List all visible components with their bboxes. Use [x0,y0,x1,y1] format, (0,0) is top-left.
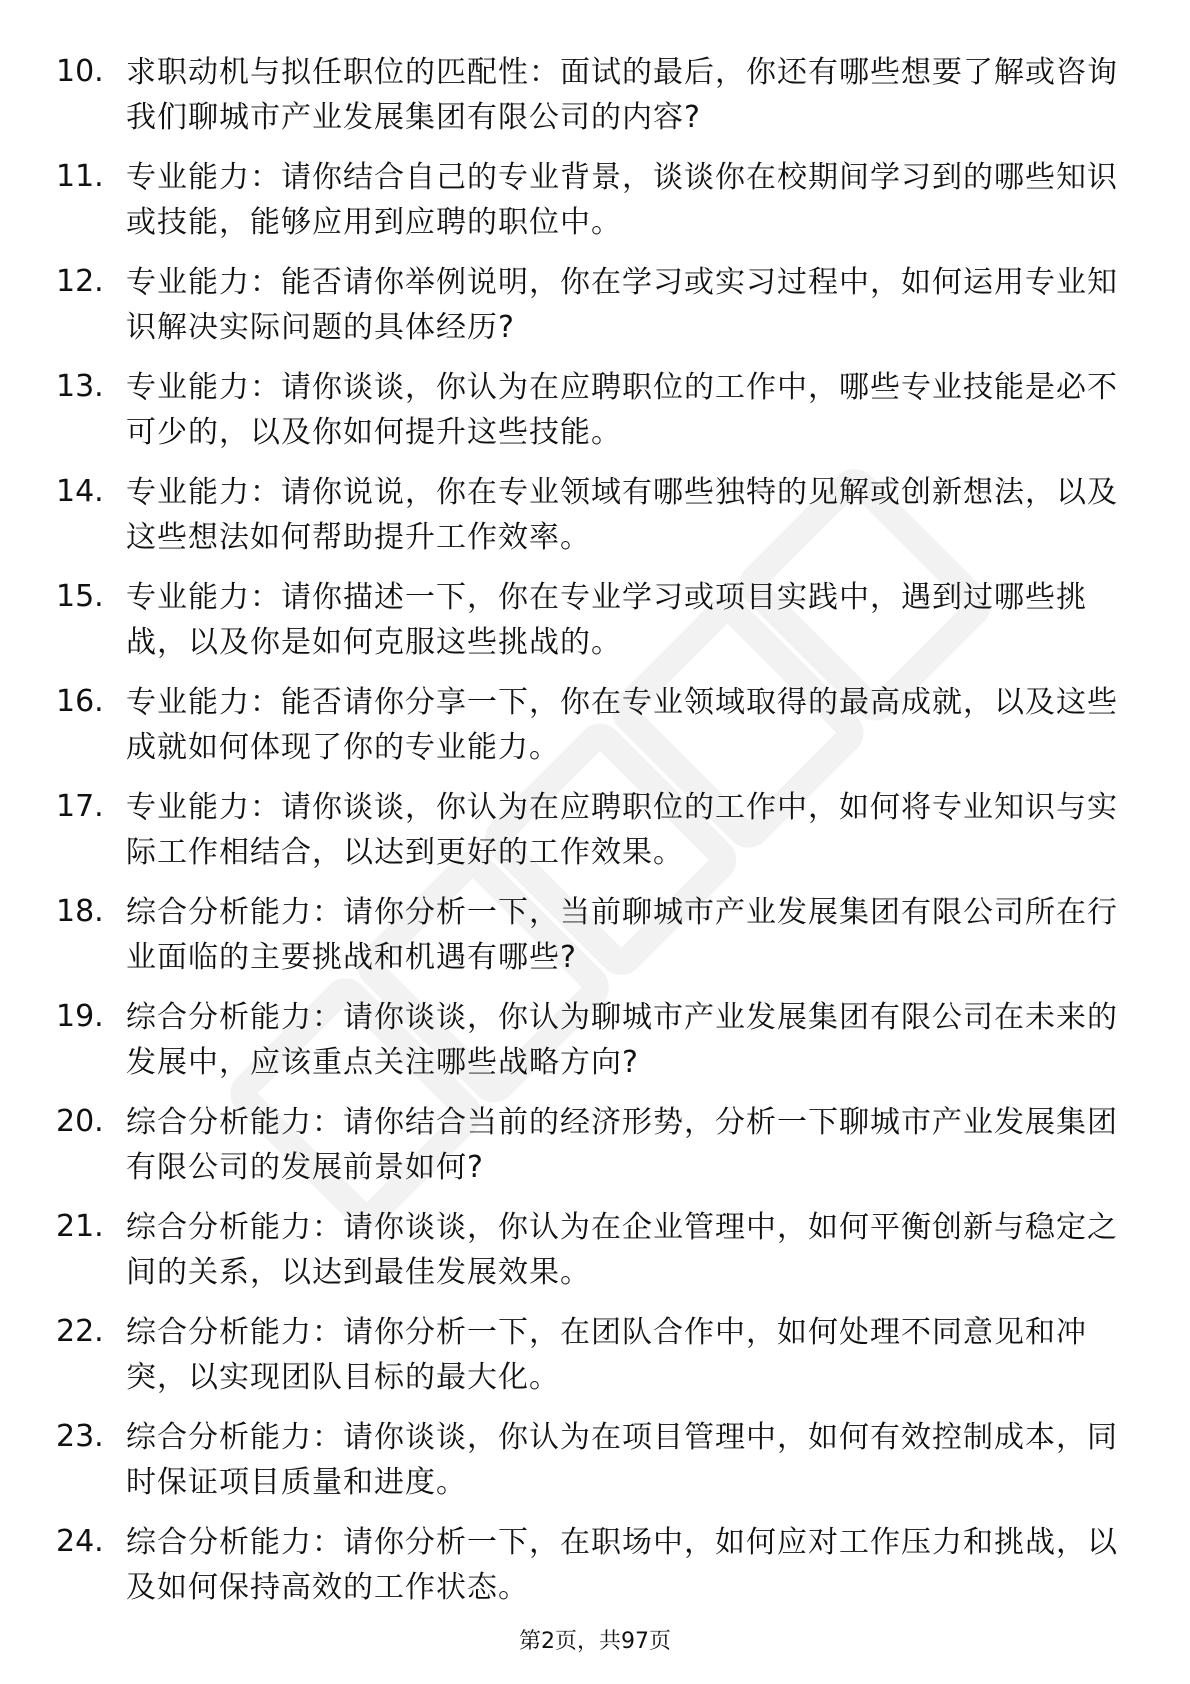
item-text: 综合分析能力：请你结合当前的经济形势，分析一下聊城市产业发展集团有限公司的发展前景如何? [126,1105,1118,1185]
item-text: 专业能力：请你描述一下，你在专业学习或项目实践中，遇到过哪些挑战，以及你是如何克服这些挑战的。 [126,580,1087,660]
list-item [56,260,1146,365]
list-item [56,785,1146,890]
item-text: 综合分析能力：请你分析一下，在职场中，如何应对工作压力和挑战，以及如何保持高效的工作状态。 [126,1525,1118,1605]
item-number: 20. [56,1104,104,1139]
item-number: 15. [56,579,104,614]
item-number: 24. [56,1524,104,1559]
item-text: 综合分析能力：请你分析一下，在团队合作中，如何处理不同意见和冲突，以实现团队目标的最大化。 [126,1315,1087,1395]
list-item [56,680,1146,785]
list-item [56,470,1146,575]
item-number: 21. [56,1209,104,1244]
item-number: 22. [56,1314,104,1349]
item-text: 求职动机与拟任职位的匹配性：面试的最后，你还有哪些想要了解或咨询我们聊城市产业发展集团有限公司的内容? [126,55,1118,135]
list-item [56,995,1146,1100]
item-number: 18. [56,894,104,929]
list-item [56,1415,1146,1520]
item-text: 综合分析能力：请你谈谈，你认为在项目管理中，如何有效控制成本，同时保证项目质量和进度。 [126,1420,1118,1500]
item-number: 10. [56,54,104,89]
list-item [56,155,1146,260]
list-item [56,1100,1146,1205]
page-footer: 第2页，共97页 [519,1629,671,1654]
item-number: 17. [56,789,104,824]
list-item [56,575,1146,680]
item-text: 综合分析能力：请你分析一下，当前聊城市产业发展集团有限公司所在行业面临的主要挑战和机遇有哪些? [126,895,1118,975]
list-item [56,1205,1146,1310]
item-number: 12. [56,264,104,299]
list-item [56,1310,1146,1415]
item-number: 14. [56,474,104,509]
list-item [56,50,1146,155]
item-number: 16. [56,684,104,719]
item-text: 专业能力：请你谈谈，你认为在应聘职位的工作中，哪些专业技能是必不可少的，以及你如何提升这些技能。 [126,370,1118,450]
item-number: 13. [56,369,104,404]
question-list [56,50,1146,1625]
list-item [56,1520,1146,1625]
item-number: 19. [56,999,104,1034]
item-text: 综合分析能力：请你谈谈，你认为在企业管理中，如何平衡创新与稳定之间的关系，以达到最佳发展效果。 [126,1210,1118,1290]
list-item [56,365,1146,470]
item-number: 11. [56,159,104,194]
item-text: 专业能力：请你说说，你在专业领域有哪些独特的见解或创新想法，以及这些想法如何帮助提升工作效率。 [126,475,1118,555]
item-text: 专业能力：请你结合自己的专业背景，谈谈你在校期间学习到的哪些知识或技能，能够应用到应聘的职位中。 [126,160,1118,240]
item-text: 综合分析能力：请你谈谈，你认为聊城市产业发展集团有限公司在未来的发展中，应该重点关注哪些战略方向? [126,1000,1118,1080]
item-text: 专业能力：能否请你举例说明，你在学习或实习过程中，如何运用专业知识解决实际问题的具体经历? [126,265,1118,345]
item-number: 23. [56,1419,104,1454]
item-text: 专业能力：能否请你分享一下，你在专业领域取得的最高成就，以及这些成就如何体现了你的专业能力。 [126,685,1118,765]
list-item [56,890,1146,995]
item-text: 专业能力：请你谈谈，你认为在应聘职位的工作中，如何将专业知识与实际工作相结合，以达到更好的工作效果。 [126,790,1118,870]
